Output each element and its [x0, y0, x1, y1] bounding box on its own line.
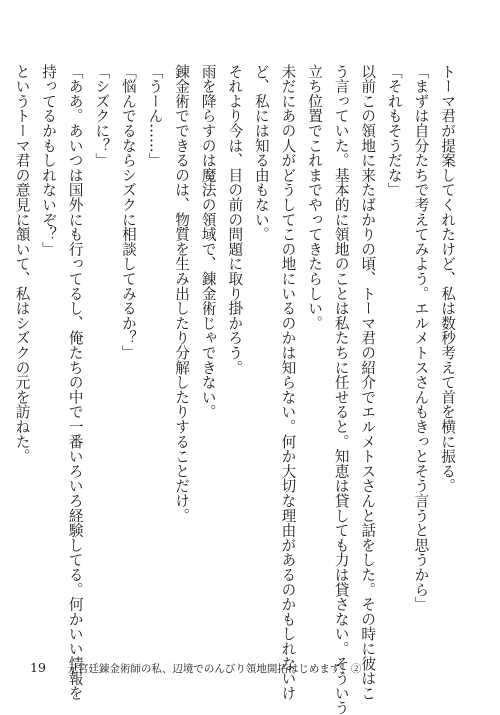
page-footer: [30, 660, 361, 676]
text-column: というトーマ君の意見に頷いて、私はシズクの元を訪ねた。: [13, 64, 31, 464]
text-column: 錬金術でできるのは、物質を生み出したり分解したりすることだけ。: [173, 64, 191, 523]
text-column: それより今は、目の前の問題に取り掛かろう。: [226, 64, 244, 375]
book-title: 元宮廷錬金術師の私、辺境でのんびり領地開拓はじめます！②: [67, 663, 362, 675]
page-number: 19: [30, 660, 46, 675]
text-column: 「それもそうだな」: [385, 64, 403, 198]
text-column: ど、私には知る由もない。: [252, 64, 270, 242]
text-column: 以前この領地に来たばかりの頃、トーマ君の紹介でエルメトスさんと話をした。その時に彼はこ: [359, 64, 377, 701]
text-column: 未だにあの人がどうしてこの地にいるのかは知らない。何か大切な理由があるのかもしれないけ: [279, 64, 297, 701]
text-column: 「まずは自分たちで考えてみよう。エルメトスさんもきっとそう言うと思うから」: [412, 64, 430, 612]
text-column: 立ち位置でこれまでやってきたらしい。: [306, 64, 324, 331]
text-column: う言っていた。基本的に領地のことは私たちに任せると。知恵は貸しても力は貸さない。そういう: [332, 64, 350, 715]
text-column: 「うーん……」: [146, 64, 164, 168]
text-column: 「ああ。あいつは国外にも行ってるし、俺たちの中で一番いろいろ経験してる。何かいい情報を: [66, 64, 84, 701]
text-column: 「シズクに？」: [93, 64, 111, 168]
text-column: 雨を降らすのは魔法の領域で、錬金術じゃできない。: [199, 64, 217, 420]
text-column: 持ってるかもしれないぞ？」: [40, 64, 58, 257]
text-column: 「悩んでるならシズクに相談してみるか？」: [119, 64, 137, 360]
text-column: トーマ君が提案してくれたけど、私は数秒考えて首を横に振る。: [439, 64, 456, 494]
